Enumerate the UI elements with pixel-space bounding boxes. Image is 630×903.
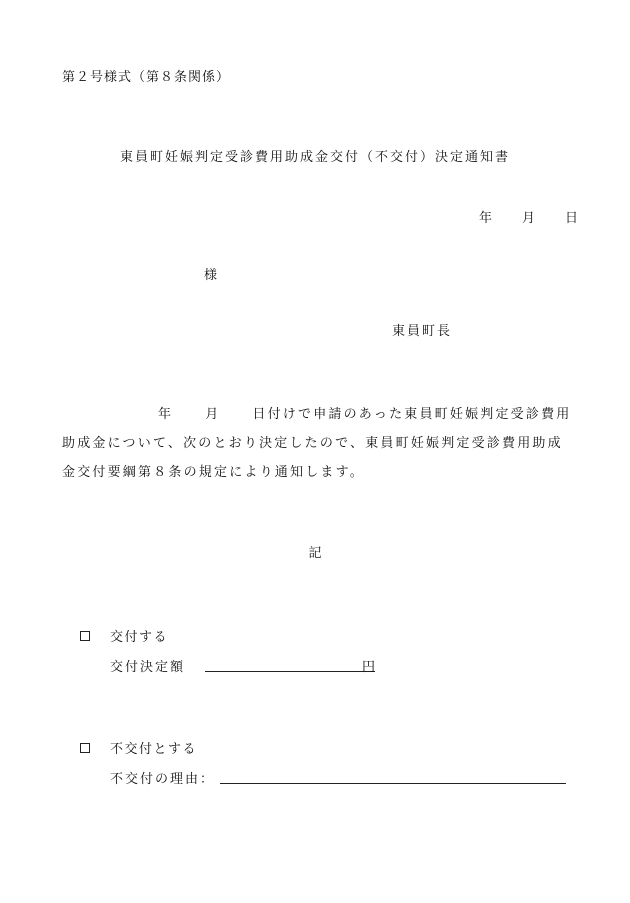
body-line-2: 助成金について、次のとおり決定したので、東員町妊娠判定受診費用助成	[62, 436, 563, 451]
date-month-label: 月	[521, 211, 535, 226]
no-grant-checkbox[interactable]	[80, 741, 90, 756]
no-grant-option-label: 不交付とする	[110, 742, 198, 757]
body-line-3: 金交付要綱第８条の規定により通知します。	[62, 465, 365, 480]
body-line-1-rest: 日付けで申請のあった東員町妊娠判定受診費用	[252, 407, 572, 422]
document-title: 東員町妊娠判定受診費用助成金交付（不交付）決定通知書	[119, 150, 510, 165]
grant-checkbox[interactable]	[80, 629, 90, 644]
no-grant-reason-label: 不交付の理由：	[110, 772, 216, 787]
grant-amount-field[interactable]	[205, 656, 375, 675]
grant-option-label: 交付する	[110, 630, 169, 645]
body-year: 年	[158, 407, 174, 422]
date-day-label: 日	[564, 211, 578, 226]
addressee-suffix: 様	[204, 268, 218, 283]
body-line-1	[62, 400, 582, 429]
grant-amount-label: 交付決定額	[110, 660, 186, 675]
checkbox-icon	[80, 743, 90, 753]
date-line	[479, 207, 578, 226]
issuer-name: 東員町長	[392, 324, 453, 339]
checkbox-icon	[80, 631, 90, 641]
no-grant-reason-field[interactable]	[220, 768, 566, 784]
yen-unit: 円	[361, 660, 375, 675]
date-year-label: 年	[478, 211, 492, 226]
ki-heading: 記	[308, 546, 322, 561]
form-number: 第２号様式（第８条関係）	[62, 70, 231, 85]
notice-body	[62, 400, 582, 487]
body-month: 月	[205, 407, 221, 422]
